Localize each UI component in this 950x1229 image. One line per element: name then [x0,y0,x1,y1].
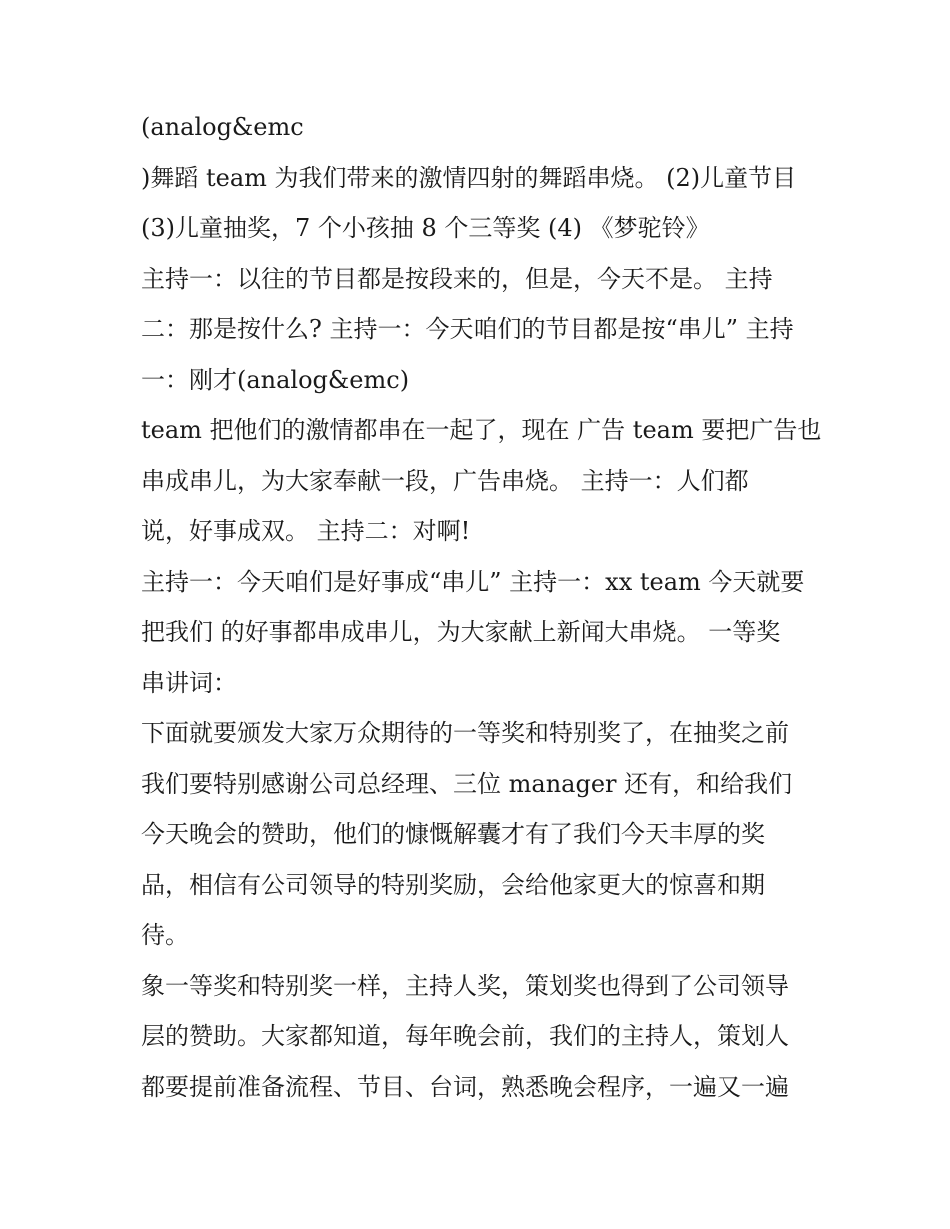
text-line: 串成串儿，为大家奉献一段，广告串烧。 主持一：人们都 [141,466,749,495]
text-line: 都要提前准备流程、节目、台词，熟悉晚会程序，一遍又一遍 [141,1072,789,1101]
text-line: 我们要特别感谢公司总经理、三位 manager 还有，和给我们 [141,769,793,798]
text-line: 下面就要颁发大家万众期待的一等奖和特别奖了，在抽奖之前 [141,719,789,747]
text-line: 象一等奖和特别奖一样，主持人奖，策划奖也得到了公司领导 [141,971,789,1000]
text-line: 把我们 的好事都串成串儿，为大家献上新闻大串烧。 一等奖 [141,618,781,646]
text-line: 待。 [141,921,189,949]
text-line: 今天晚会的赞助，他们的慷慨解囊才有了我们今天丰厚的奖 [141,820,765,848]
text-line: 说，好事成双。 主持二：对啊! [141,517,471,545]
text-line: 串讲词： [141,668,237,697]
text-line: (3)儿童抽奖，7 个小孩抽 8 个三等奖 (4) 《梦驼铃》 [141,214,710,242]
text-line: team 把他们的激情都串在一起了，现在 广告 team 要把广告也 [141,416,821,444]
text-line: (analog&emc [141,113,304,141]
text-line: )舞蹈 team 为我们带来的激情四射的舞蹈串烧。 (2)儿童节目 [141,163,797,192]
text-line: 一：刚才(analog&emc) [141,365,410,394]
text-line: 二：那是按什么? 主持一：今天咱们的节目都是按“串儿” 主持 [141,315,794,343]
text-line: 层的赞助。大家都知道，每年晚会前，我们的主持人，策划人 [141,1022,789,1050]
text-line: 品，相信有公司领导的特别奖励，会给他家更大的惊喜和期 [141,870,765,899]
text-line: 主持一：今天咱们是好事成“串儿” 主持一：xx team 今天就要 [141,567,805,596]
text-line: 主持一：以往的节目都是按段来的，但是，今天不是。 主持 [141,264,773,293]
document-body [141,107,821,1117]
